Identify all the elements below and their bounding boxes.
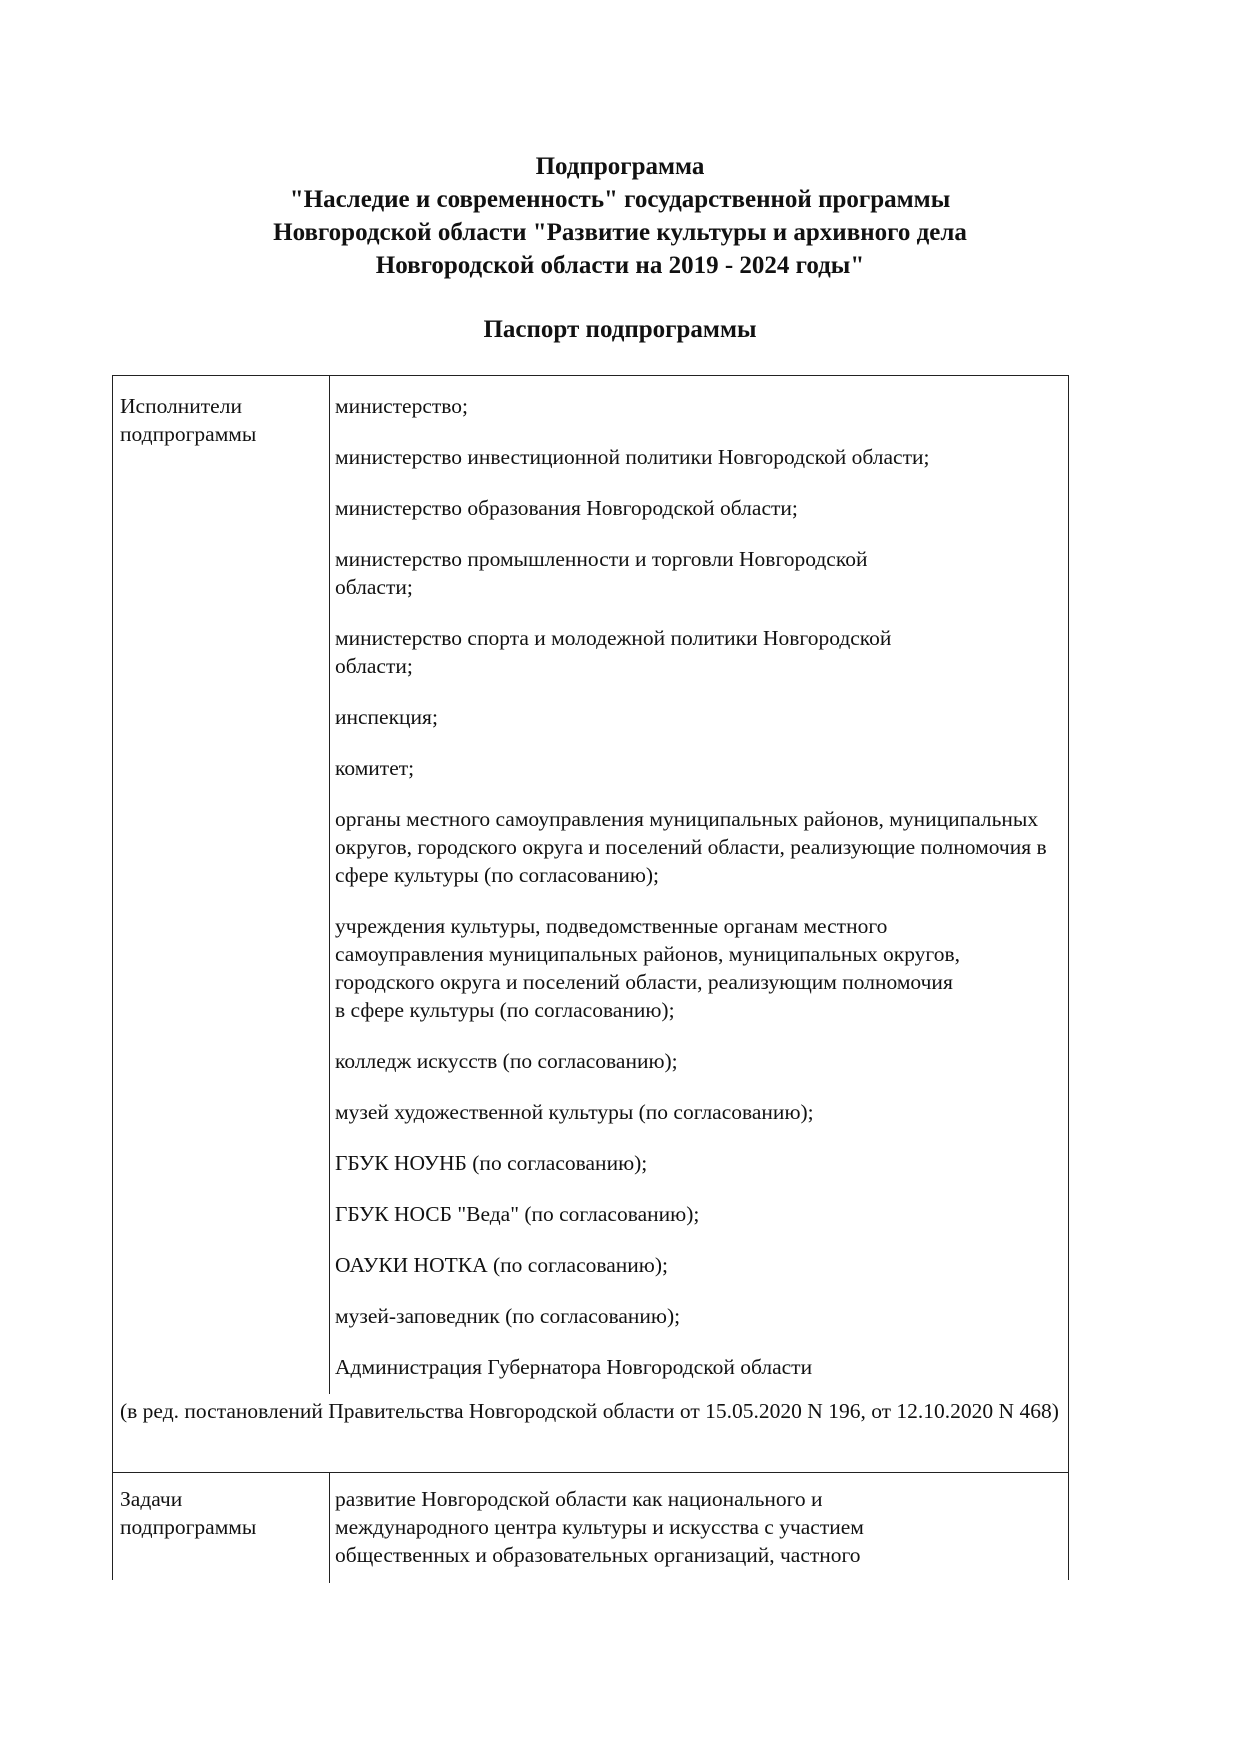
executor-item: ГБУК НОСБ "Веда" (по согласованию); (335, 1202, 700, 1226)
executor-item: министерство промышленности и торговли Новгородской области; (335, 547, 868, 599)
tasks-row (113, 1473, 1068, 1583)
executor-item: колледж искусств (по согласованию); (335, 1049, 678, 1073)
document-title (0, 150, 1240, 282)
executor-item: министерство спорта и молодежной политики Новгородской области; (335, 626, 892, 678)
executor-item: ГБУК НОУНБ (по согласованию); (335, 1151, 648, 1175)
executor-item: Администрация Губернатора Новгородской области (335, 1355, 813, 1379)
amendment-note: (в ред. постановлений Правительства Новгородской области от 15.05.2020 N 196, от 12.10.2020 N 468) (113, 1394, 1068, 1473)
executor-item: министерство образования Новгородской области; (335, 496, 798, 520)
executor-item: министерство; (335, 394, 469, 418)
executor-item: ОАУКИ НОТКА (по согласованию); (335, 1253, 668, 1277)
title-line: Новгородской области "Развитие культуры и архивного дела (273, 219, 967, 246)
tasks-label: Задачи подпрограммы (120, 1487, 257, 1539)
executor-item: музей-заповедник (по согласованию); (335, 1304, 681, 1328)
title-line: Подпрограмма (535, 153, 705, 180)
passport-heading: Паспорт подпрограммы (483, 316, 757, 343)
passport-table (112, 375, 1069, 1580)
executor-item: органы местного самоуправления муниципальных районов, муниципальных округов, городского округа и поселений области, реализующие полномочия в сфере культуры (по согласованию); (335, 807, 1047, 887)
executor-item: музей художественной культуры (по согласованию); (335, 1100, 814, 1124)
executor-item: инспекция; (335, 705, 438, 729)
executor-item: комитет; (335, 756, 415, 780)
executor-item: министерство инвестиционной политики Новгородской области; (335, 445, 930, 469)
title-line: Новгородской области на 2019 - 2024 годы" (375, 252, 865, 279)
title-line: "Наследие и современность" государственной программы (289, 186, 951, 213)
executors-row (113, 376, 1068, 1394)
executor-item: учреждения культуры, подведомственные органам местного самоуправления муниципальных районов, муниципальных округов, городского округа и поселений области, реализующим полномочия в сфере культуры (по согласованию); (335, 914, 960, 1022)
executors-label: Исполнители подпрограммы (120, 394, 257, 446)
executors-list (335, 392, 1055, 1404)
tasks-text: развитие Новгородской области как национального и международного центра культуры и искусства с участием общественных и образовательных организаций, частного (335, 1487, 864, 1567)
column-divider (329, 376, 330, 1394)
column-divider (329, 1473, 330, 1583)
